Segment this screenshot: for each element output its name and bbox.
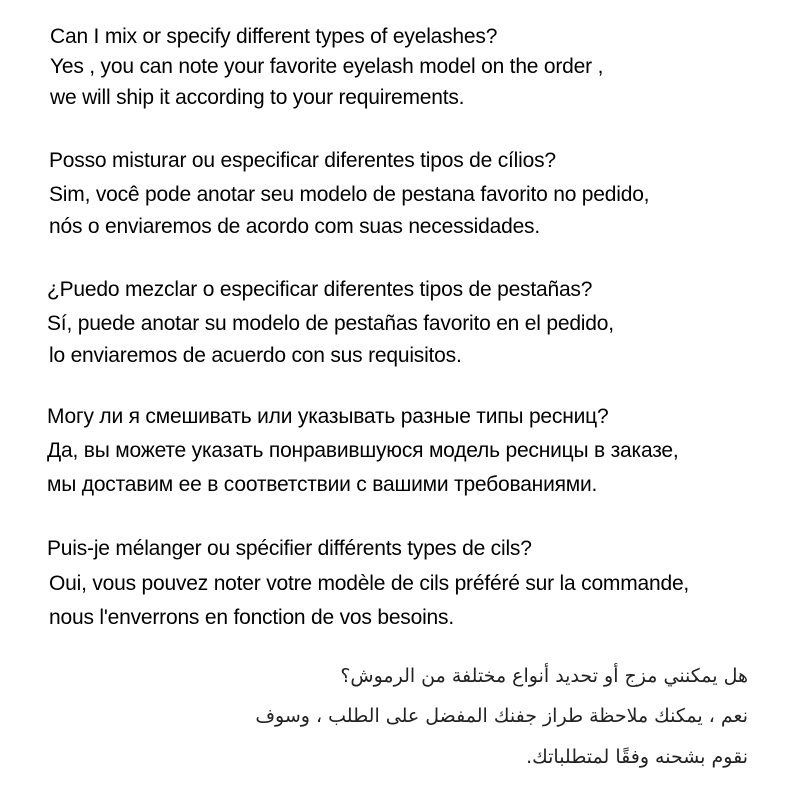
arabic-question: هل يمكنني مزج أو تحديد أنواع مختلفة من الرموش؟ bbox=[340, 665, 748, 687]
english-answer-line-1: Yes , you can note your favorite eyelash model on the order , bbox=[50, 55, 604, 78]
spanish-question: ¿Puedo mezclar o especificar diferentes tipos de pestañas? bbox=[47, 278, 593, 301]
russian-question: Могу ли я смешивать или указывать разные типы ресниц? bbox=[47, 405, 609, 428]
spanish-answer-line-1: Sí, puede anotar su modelo de pestañas favorito en el pedido, bbox=[47, 312, 614, 335]
french-answer-line-1: Oui, vous pouvez noter votre modèle de cils préféré sur la commande, bbox=[49, 572, 690, 595]
portuguese-question: Posso misturar ou especificar diferentes tipos de cílios? bbox=[49, 149, 556, 172]
russian-answer-line-2: мы доставим ее в соответствии с вашими требованиями. bbox=[47, 473, 598, 496]
portuguese-answer-line-2: nós o enviaremos de acordo com suas necessidades. bbox=[49, 215, 540, 238]
arabic-answer-line-2: نقوم بشحنه وفقًا لمتطلباتك. bbox=[526, 746, 748, 768]
english-answer-line-2: we will ship it according to your requirements. bbox=[50, 86, 465, 109]
english-question: Can I mix or specify different types of eyelashes? bbox=[50, 25, 498, 48]
russian-answer-line-1: Да, вы можете указать понравившуюся модель ресницы в заказе, bbox=[47, 439, 679, 462]
french-question: Puis-je mélanger ou spécifier différents types de cils? bbox=[47, 537, 532, 560]
arabic-answer-line-1: نعم ، يمكنك ملاحظة طراز جفنك المفضل على الطلب ، وسوف bbox=[255, 705, 748, 727]
spanish-answer-line-2: lo enviaremos de acuerdo con sus requisitos. bbox=[49, 344, 462, 367]
french-answer-line-2: nous l'enverrons en fonction de vos besoins. bbox=[49, 606, 454, 629]
portuguese-answer-line-1: Sim, você pode anotar seu modelo de pestana favorito no pedido, bbox=[49, 183, 650, 206]
